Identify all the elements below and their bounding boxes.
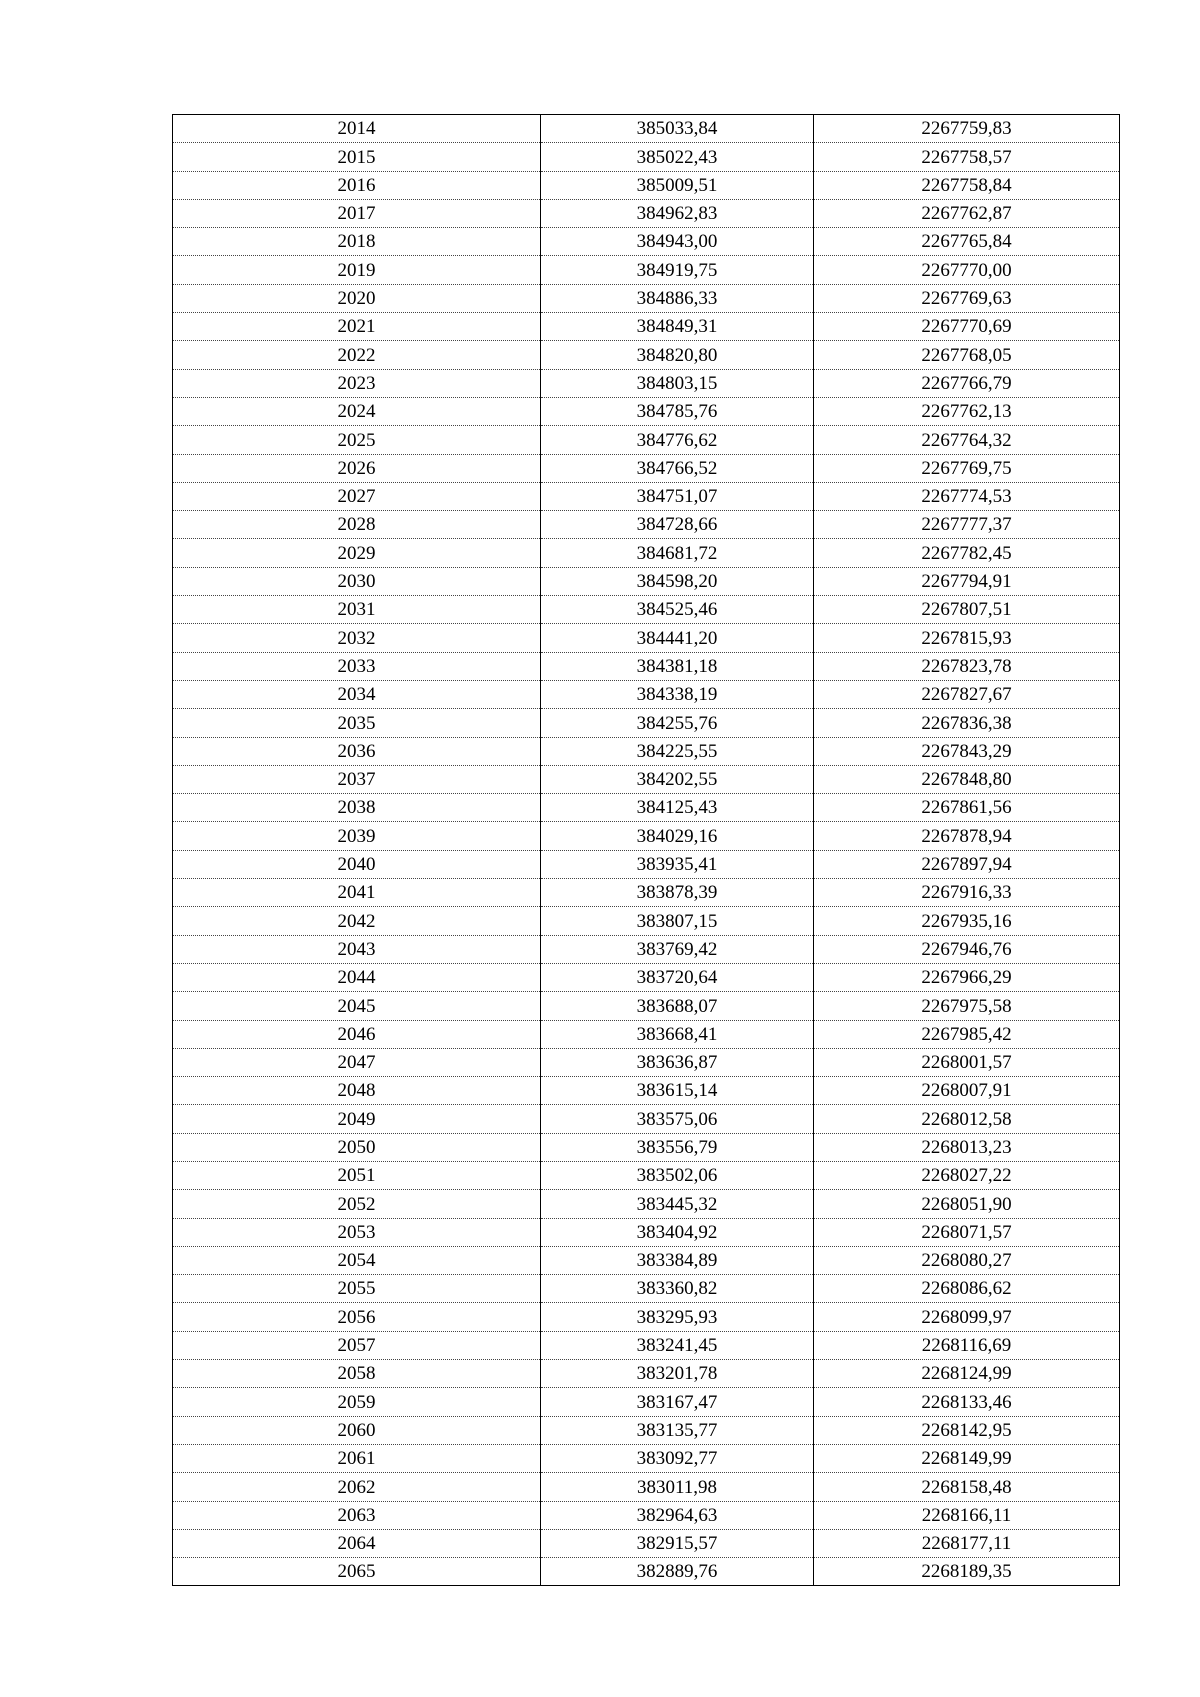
x-coordinate-cell: 384202,55 xyxy=(541,765,814,793)
y-coordinate-cell: 2268133,46 xyxy=(814,1388,1120,1416)
coordinates-table xyxy=(172,114,1120,1586)
table-row xyxy=(173,199,1120,227)
table-row xyxy=(173,313,1120,341)
table-row xyxy=(173,963,1120,991)
point-number-cell: 2055 xyxy=(173,1275,541,1303)
point-number-cell: 2049 xyxy=(173,1105,541,1133)
table-row xyxy=(173,341,1120,369)
x-coordinate-cell: 383575,06 xyxy=(541,1105,814,1133)
y-coordinate-cell: 2267759,83 xyxy=(814,115,1120,143)
y-coordinate-cell: 2267985,42 xyxy=(814,1020,1120,1048)
point-number-cell: 2039 xyxy=(173,822,541,850)
x-coordinate-cell: 383935,41 xyxy=(541,850,814,878)
x-coordinate-cell: 384766,52 xyxy=(541,454,814,482)
point-number-cell: 2057 xyxy=(173,1331,541,1359)
y-coordinate-cell: 2267758,57 xyxy=(814,143,1120,171)
x-coordinate-cell: 384962,83 xyxy=(541,199,814,227)
table-row xyxy=(173,143,1120,171)
y-coordinate-cell: 2267975,58 xyxy=(814,992,1120,1020)
point-number-cell: 2064 xyxy=(173,1529,541,1557)
y-coordinate-cell: 2267769,63 xyxy=(814,284,1120,312)
x-coordinate-cell: 383556,79 xyxy=(541,1133,814,1161)
table-row xyxy=(173,1105,1120,1133)
point-number-cell: 2035 xyxy=(173,709,541,737)
table-row xyxy=(173,652,1120,680)
x-coordinate-cell: 384728,66 xyxy=(541,511,814,539)
x-coordinate-cell: 383668,41 xyxy=(541,1020,814,1048)
y-coordinate-cell: 2268166,11 xyxy=(814,1501,1120,1529)
y-coordinate-cell: 2267823,78 xyxy=(814,652,1120,680)
table-row xyxy=(173,1020,1120,1048)
table-row xyxy=(173,850,1120,878)
y-coordinate-cell: 2267770,00 xyxy=(814,256,1120,284)
point-number-cell: 2040 xyxy=(173,850,541,878)
table-row xyxy=(173,1416,1120,1444)
y-coordinate-cell: 2267946,76 xyxy=(814,935,1120,963)
point-number-cell: 2018 xyxy=(173,228,541,256)
table-row xyxy=(173,228,1120,256)
y-coordinate-cell: 2268013,23 xyxy=(814,1133,1120,1161)
x-coordinate-cell: 383688,07 xyxy=(541,992,814,1020)
point-number-cell: 2046 xyxy=(173,1020,541,1048)
y-coordinate-cell: 2268071,57 xyxy=(814,1218,1120,1246)
x-coordinate-cell: 385033,84 xyxy=(541,115,814,143)
point-number-cell: 2038 xyxy=(173,794,541,822)
x-coordinate-cell: 383445,32 xyxy=(541,1190,814,1218)
x-coordinate-cell: 384751,07 xyxy=(541,482,814,510)
x-coordinate-cell: 383807,15 xyxy=(541,907,814,935)
point-number-cell: 2050 xyxy=(173,1133,541,1161)
table-row xyxy=(173,1331,1120,1359)
x-coordinate-cell: 383720,64 xyxy=(541,963,814,991)
point-number-cell: 2058 xyxy=(173,1360,541,1388)
x-coordinate-cell: 385022,43 xyxy=(541,143,814,171)
table-row xyxy=(173,596,1120,624)
table-row xyxy=(173,171,1120,199)
y-coordinate-cell: 2268007,91 xyxy=(814,1077,1120,1105)
table-row xyxy=(173,765,1120,793)
table-row xyxy=(173,935,1120,963)
point-number-cell: 2063 xyxy=(173,1501,541,1529)
y-coordinate-cell: 2267762,13 xyxy=(814,397,1120,425)
point-number-cell: 2052 xyxy=(173,1190,541,1218)
y-coordinate-cell: 2267827,67 xyxy=(814,680,1120,708)
table-row xyxy=(173,1048,1120,1076)
y-coordinate-cell: 2268116,69 xyxy=(814,1331,1120,1359)
point-number-cell: 2061 xyxy=(173,1444,541,1472)
y-coordinate-cell: 2268158,48 xyxy=(814,1473,1120,1501)
y-coordinate-cell: 2267765,84 xyxy=(814,228,1120,256)
table-row xyxy=(173,822,1120,850)
table-row xyxy=(173,397,1120,425)
table-row xyxy=(173,1473,1120,1501)
point-number-cell: 2031 xyxy=(173,596,541,624)
table-row xyxy=(173,907,1120,935)
y-coordinate-cell: 2267782,45 xyxy=(814,539,1120,567)
table-row xyxy=(173,794,1120,822)
x-coordinate-cell: 382964,63 xyxy=(541,1501,814,1529)
point-number-cell: 2065 xyxy=(173,1558,541,1586)
table-row xyxy=(173,1190,1120,1218)
point-number-cell: 2025 xyxy=(173,426,541,454)
table-row xyxy=(173,284,1120,312)
point-number-cell: 2021 xyxy=(173,313,541,341)
point-number-cell: 2022 xyxy=(173,341,541,369)
y-coordinate-cell: 2267815,93 xyxy=(814,624,1120,652)
point-number-cell: 2051 xyxy=(173,1161,541,1189)
point-number-cell: 2048 xyxy=(173,1077,541,1105)
x-coordinate-cell: 383360,82 xyxy=(541,1275,814,1303)
table-row xyxy=(173,539,1120,567)
x-coordinate-cell: 383241,45 xyxy=(541,1331,814,1359)
table-row xyxy=(173,879,1120,907)
point-number-cell: 2016 xyxy=(173,171,541,199)
point-number-cell: 2042 xyxy=(173,907,541,935)
x-coordinate-cell: 383502,06 xyxy=(541,1161,814,1189)
x-coordinate-cell: 384849,31 xyxy=(541,313,814,341)
x-coordinate-cell: 384338,19 xyxy=(541,680,814,708)
y-coordinate-cell: 2267836,38 xyxy=(814,709,1120,737)
x-coordinate-cell: 383295,93 xyxy=(541,1303,814,1331)
x-coordinate-cell: 384785,76 xyxy=(541,397,814,425)
table-row xyxy=(173,709,1120,737)
table-row xyxy=(173,1077,1120,1105)
x-coordinate-cell: 383201,78 xyxy=(541,1360,814,1388)
point-number-cell: 2026 xyxy=(173,454,541,482)
y-coordinate-cell: 2267769,75 xyxy=(814,454,1120,482)
point-number-cell: 2060 xyxy=(173,1416,541,1444)
point-number-cell: 2056 xyxy=(173,1303,541,1331)
x-coordinate-cell: 384919,75 xyxy=(541,256,814,284)
y-coordinate-cell: 2267762,87 xyxy=(814,199,1120,227)
table-row xyxy=(173,1529,1120,1557)
point-number-cell: 2015 xyxy=(173,143,541,171)
point-number-cell: 2054 xyxy=(173,1246,541,1274)
y-coordinate-cell: 2267935,16 xyxy=(814,907,1120,935)
y-coordinate-cell: 2267848,80 xyxy=(814,765,1120,793)
x-coordinate-cell: 383135,77 xyxy=(541,1416,814,1444)
y-coordinate-cell: 2267861,56 xyxy=(814,794,1120,822)
point-number-cell: 2037 xyxy=(173,765,541,793)
y-coordinate-cell: 2267807,51 xyxy=(814,596,1120,624)
y-coordinate-cell: 2267878,94 xyxy=(814,822,1120,850)
point-number-cell: 2020 xyxy=(173,284,541,312)
x-coordinate-cell: 384598,20 xyxy=(541,567,814,595)
y-coordinate-cell: 2268080,27 xyxy=(814,1246,1120,1274)
point-number-cell: 2027 xyxy=(173,482,541,510)
y-coordinate-cell: 2267766,79 xyxy=(814,369,1120,397)
table-row xyxy=(173,115,1120,143)
table-row xyxy=(173,426,1120,454)
point-number-cell: 2053 xyxy=(173,1218,541,1246)
point-number-cell: 2043 xyxy=(173,935,541,963)
table-row xyxy=(173,369,1120,397)
table-row xyxy=(173,1303,1120,1331)
table-row xyxy=(173,1275,1120,1303)
point-number-cell: 2047 xyxy=(173,1048,541,1076)
x-coordinate-cell: 384803,15 xyxy=(541,369,814,397)
x-coordinate-cell: 383404,92 xyxy=(541,1218,814,1246)
x-coordinate-cell: 383615,14 xyxy=(541,1077,814,1105)
table-row xyxy=(173,737,1120,765)
point-number-cell: 2024 xyxy=(173,397,541,425)
x-coordinate-cell: 383878,39 xyxy=(541,879,814,907)
table-row xyxy=(173,511,1120,539)
y-coordinate-cell: 2267770,69 xyxy=(814,313,1120,341)
table-row xyxy=(173,256,1120,284)
y-coordinate-cell: 2267764,32 xyxy=(814,426,1120,454)
x-coordinate-cell: 384681,72 xyxy=(541,539,814,567)
y-coordinate-cell: 2268099,97 xyxy=(814,1303,1120,1331)
table-row xyxy=(173,1501,1120,1529)
y-coordinate-cell: 2267777,37 xyxy=(814,511,1120,539)
y-coordinate-cell: 2267768,05 xyxy=(814,341,1120,369)
point-number-cell: 2019 xyxy=(173,256,541,284)
table-row xyxy=(173,624,1120,652)
point-number-cell: 2034 xyxy=(173,680,541,708)
point-number-cell: 2045 xyxy=(173,992,541,1020)
x-coordinate-cell: 382915,57 xyxy=(541,1529,814,1557)
y-coordinate-cell: 2267897,94 xyxy=(814,850,1120,878)
table-row xyxy=(173,1246,1120,1274)
y-coordinate-cell: 2268012,58 xyxy=(814,1105,1120,1133)
table-row xyxy=(173,1444,1120,1472)
x-coordinate-cell: 384525,46 xyxy=(541,596,814,624)
y-coordinate-cell: 2268177,11 xyxy=(814,1529,1120,1557)
y-coordinate-cell: 2268086,62 xyxy=(814,1275,1120,1303)
y-coordinate-cell: 2267966,29 xyxy=(814,963,1120,991)
table-row xyxy=(173,680,1120,708)
y-coordinate-cell: 2268027,22 xyxy=(814,1161,1120,1189)
x-coordinate-cell: 383167,47 xyxy=(541,1388,814,1416)
x-coordinate-cell: 384886,33 xyxy=(541,284,814,312)
y-coordinate-cell: 2267774,53 xyxy=(814,482,1120,510)
y-coordinate-cell: 2267916,33 xyxy=(814,879,1120,907)
y-coordinate-cell: 2268001,57 xyxy=(814,1048,1120,1076)
y-coordinate-cell: 2267794,91 xyxy=(814,567,1120,595)
table-row xyxy=(173,1133,1120,1161)
x-coordinate-cell: 385009,51 xyxy=(541,171,814,199)
point-number-cell: 2030 xyxy=(173,567,541,595)
table-row xyxy=(173,1360,1120,1388)
y-coordinate-cell: 2267843,29 xyxy=(814,737,1120,765)
x-coordinate-cell: 383769,42 xyxy=(541,935,814,963)
coordinates-table-body xyxy=(173,115,1120,1586)
x-coordinate-cell: 384820,80 xyxy=(541,341,814,369)
table-row xyxy=(173,482,1120,510)
table-row xyxy=(173,992,1120,1020)
y-coordinate-cell: 2268149,99 xyxy=(814,1444,1120,1472)
x-coordinate-cell: 384029,16 xyxy=(541,822,814,850)
y-coordinate-cell: 2268124,99 xyxy=(814,1360,1120,1388)
x-coordinate-cell: 384943,00 xyxy=(541,228,814,256)
point-number-cell: 2032 xyxy=(173,624,541,652)
point-number-cell: 2062 xyxy=(173,1473,541,1501)
table-row xyxy=(173,1388,1120,1416)
x-coordinate-cell: 384441,20 xyxy=(541,624,814,652)
y-coordinate-cell: 2268142,95 xyxy=(814,1416,1120,1444)
x-coordinate-cell: 382889,76 xyxy=(541,1558,814,1586)
table-row xyxy=(173,1218,1120,1246)
table-row xyxy=(173,454,1120,482)
point-number-cell: 2023 xyxy=(173,369,541,397)
x-coordinate-cell: 384381,18 xyxy=(541,652,814,680)
y-coordinate-cell: 2268051,90 xyxy=(814,1190,1120,1218)
x-coordinate-cell: 383092,77 xyxy=(541,1444,814,1472)
x-coordinate-cell: 384776,62 xyxy=(541,426,814,454)
point-number-cell: 2033 xyxy=(173,652,541,680)
point-number-cell: 2044 xyxy=(173,963,541,991)
x-coordinate-cell: 384125,43 xyxy=(541,794,814,822)
x-coordinate-cell: 383384,89 xyxy=(541,1246,814,1274)
table-row xyxy=(173,567,1120,595)
table-row xyxy=(173,1558,1120,1586)
x-coordinate-cell: 383011,98 xyxy=(541,1473,814,1501)
point-number-cell: 2029 xyxy=(173,539,541,567)
y-coordinate-cell: 2268189,35 xyxy=(814,1558,1120,1586)
point-number-cell: 2028 xyxy=(173,511,541,539)
table-row xyxy=(173,1161,1120,1189)
x-coordinate-cell: 383636,87 xyxy=(541,1048,814,1076)
x-coordinate-cell: 384225,55 xyxy=(541,737,814,765)
point-number-cell: 2036 xyxy=(173,737,541,765)
point-number-cell: 2017 xyxy=(173,199,541,227)
y-coordinate-cell: 2267758,84 xyxy=(814,171,1120,199)
point-number-cell: 2041 xyxy=(173,879,541,907)
point-number-cell: 2014 xyxy=(173,115,541,143)
point-number-cell: 2059 xyxy=(173,1388,541,1416)
x-coordinate-cell: 384255,76 xyxy=(541,709,814,737)
